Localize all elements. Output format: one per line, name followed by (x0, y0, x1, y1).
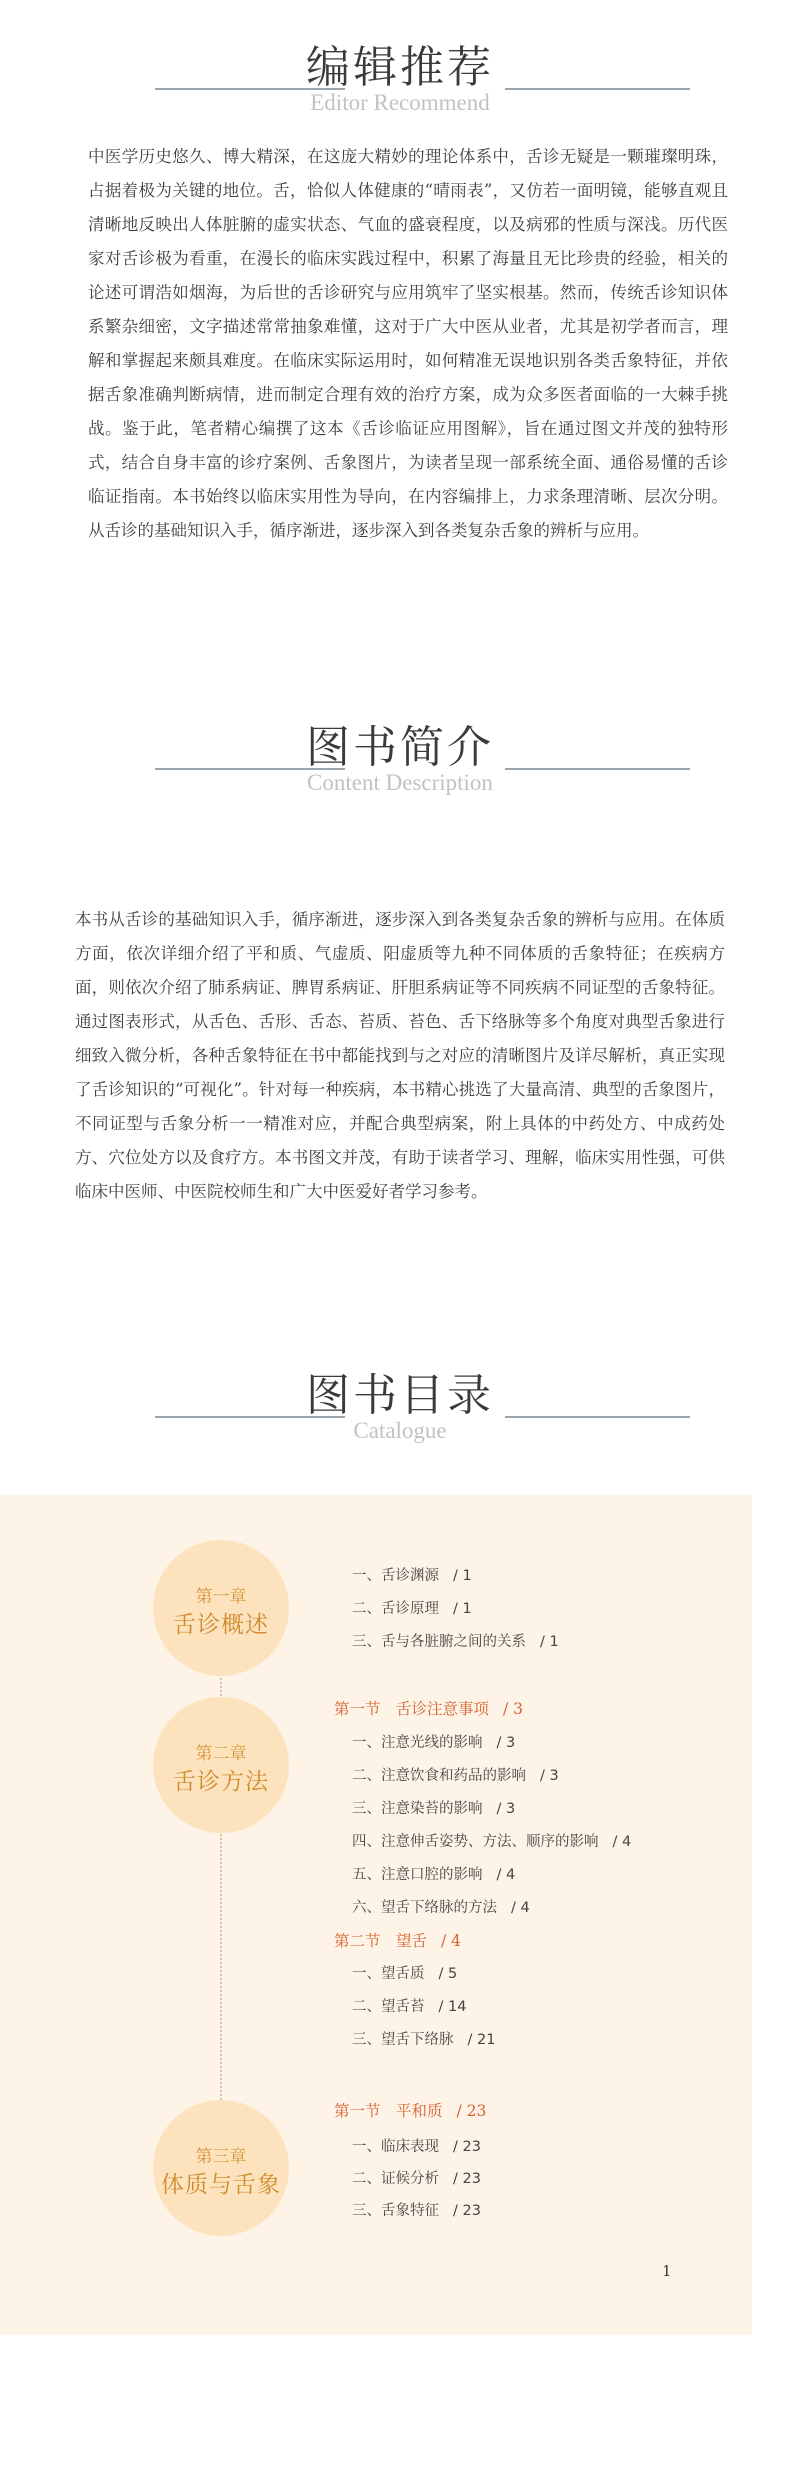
toc-item[interactable]: 二、注意饮食和药品的影响 / 3 (352, 1768, 559, 1784)
toc-section[interactable]: 第二节 望舌 / 4 (334, 1932, 462, 1950)
catalogue-title: 图书目录 (306, 1370, 494, 1421)
recommend-header (0, 38, 800, 128)
toc-item[interactable]: 三、舌与各脏腑之间的关系 / 1 (352, 1634, 559, 1650)
intro-title: 图书简介 (306, 722, 494, 773)
recommend-paragraph: 中医学历史悠久、博大精深，在这庞大精妙的理论体系中，舌诊无疑是一颗璀璨明珠，占据着极为关键的地位。舌，恰似人体健康的“晴雨表”，又仿若一面明镜，能够直观且清晰地反映出人体脏腑的虚实状态、气血的盛衰程度，以及病邪的性质与深浅。历代医家对舌诊极为看重，在漫长的临床实践过程中，积累了海量且无比珍贵的经验，相关的论述可谓浩如烟海，为后世的舌诊研究与应用筑牢了坚实根基。然而，传统舌诊知识体系繁杂细密，文字描述常常抽象难懂，这对于广大中医从业者，尤其是初学者而言，理解和掌握起来颇具难度。在临床实际运用时，如何精准无误地识别各类舌象特征，并依据舌象准确判断病情，进而制定合理有效的治疗方案，成为众多医者面临的一大棘手挑战。鉴于此，笔者精心编撰了这本《舌诊临证应用图解》，旨在通过图文并茂的独特形式，结合自身丰富的诊疗案例、舌象图片，为读者呈现一部系统全面、通俗易懂的舌诊临证指南。本书始终以临床实用性为导向，在内容编排上，力求条理清晰、层次分明。从舌诊的基础知识入手，循序渐进，逐步深入到各类复杂舌象的辨析与应用。 (88, 147, 728, 540)
catalogue-header (0, 1366, 800, 1456)
toc-item[interactable]: 六、望舌下络脉的方法 / 4 (352, 1900, 530, 1916)
chapter-name: 舌诊方法 (173, 1769, 269, 1795)
intro-paragraph: 本书从舌诊的基础知识入手，循序渐进，逐步深入到各类复杂舌象的辨析与应用。在体质方面，依次详细介绍了平和质、气虚质、阳虚质等九种不同体质的舌象特征；在疾病方面，则依次介绍了肺系病证、脾胃系病证、肝胆系病证等不同疾病不同证型的舌象特征。通过图表形式，从舌色、舌形、舌态、苔质、苔色、舌下络脉等多个角度对典型舌象进行细致入微分析，各种舌象特征在书中都能找到与之对应的清晰图片及详尽解析，真正实现了舌诊知识的“可视化”。针对每一种疾病，本书精心挑选了大量高清、典型的舌象图片，不同证型与舌象分析一一精准对应，并配合典型病案，附上具体的中药处方、中成药处方、穴位处方以及食疗方。本书图文并茂，有助于读者学习、理解，临床实用性强，可供临床中医师、中医院校师生和广大中医爱好者学习参考。 (75, 910, 725, 1201)
catalogue-subtitle: Catalogue (353, 1418, 447, 1443)
chapter-name: 体质与舌象 (161, 2172, 281, 2198)
toc-item[interactable]: 三、注意染苔的影响 / 3 (352, 1801, 516, 1817)
chapter-name: 舌诊概述 (173, 1612, 269, 1638)
recommend-title: 编辑推荐 (306, 42, 494, 93)
page-number: 1 (662, 2262, 672, 2280)
toc-section[interactable]: 第一节 舌诊注意事项 / 3 (334, 1700, 524, 1718)
toc-item[interactable]: 一、舌诊渊源 / 1 (352, 1568, 472, 1584)
toc-section[interactable]: 第一节 平和质 / 23 (334, 2102, 487, 2120)
recommend-subtitle: Editor Recommend (310, 90, 490, 115)
toc-item[interactable]: 三、舌象特征 / 23 (352, 2203, 481, 2219)
toc-item[interactable]: 四、注意伸舌姿势、方法、顺序的影响 / 4 (352, 1834, 632, 1850)
toc-item[interactable]: 一、注意光线的影响 / 3 (352, 1735, 516, 1751)
chapter-number: 第二章 (195, 1744, 247, 1764)
chapter-badge (153, 1697, 289, 1833)
toc-item[interactable]: 二、望舌苔 / 14 (352, 1999, 467, 2015)
toc-item[interactable]: 一、望舌质 / 5 (352, 1966, 458, 1982)
chapter-number: 第三章 (195, 2147, 247, 2167)
chapter-badge (153, 2100, 289, 2236)
chapter-number: 第一章 (195, 1587, 247, 1607)
chapter-badge (153, 1540, 289, 1676)
intro-header (0, 718, 800, 808)
toc-item[interactable]: 一、临床表现 / 23 (352, 2139, 481, 2155)
toc-item[interactable]: 二、证候分析 / 23 (352, 2171, 481, 2187)
toc-item[interactable]: 五、注意口腔的影响 / 4 (352, 1867, 516, 1883)
intro-subtitle: Content Description (307, 770, 493, 795)
toc-item[interactable]: 三、望舌下络脉 / 21 (352, 2032, 496, 2048)
toc-item[interactable]: 二、舌诊原理 / 1 (352, 1601, 472, 1617)
